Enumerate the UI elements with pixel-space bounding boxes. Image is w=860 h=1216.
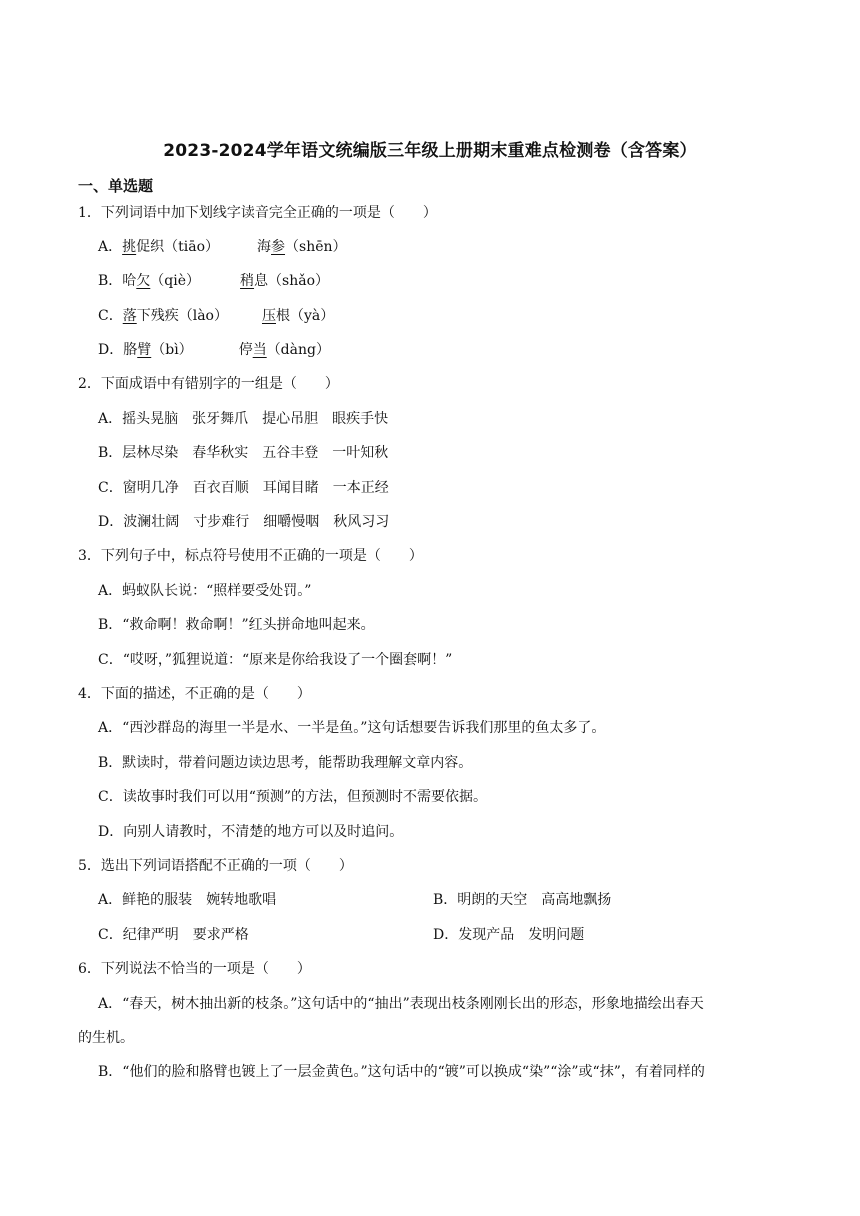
question-1-option-d: D．胳臂（bì） 停当（dàng） (98, 342, 330, 358)
question-1-option-a: A．挑促织（tiāo） 海参（shēn） (98, 239, 347, 255)
question-4-stem: 4．下面的描述，不正确的是（ ） (78, 686, 311, 702)
question-3-stem: 3．下列句子中，标点符号使用不正确的一项是（ ） (78, 548, 423, 564)
question-5-stem: 5．选出下列词语搭配不正确的一项（ ） (78, 858, 353, 874)
question-1-stem: 1．下列词语中加下划线字读音完全正确的一项是（ ） (78, 205, 437, 221)
question-1-option-c: C．落下残疾（lào） 压根（yà） (98, 308, 335, 324)
question-5-option-a: A．鲜艳的服装 婉转地歌唱 (98, 892, 277, 908)
question-6-option-a-line-1: A．“春天，树木抽出新的枝条。”这句话中的“抽出”表现出枝条刚刚长出的形态，形象地描绘出春天 (98, 996, 704, 1012)
question-6-stem: 6．下列说法不恰当的一项是（ ） (78, 961, 311, 977)
section-heading: 一、单选题 (78, 177, 154, 195)
page-title: 2023-2024学年语文统编版三年级上册期末重难点检测卷（含答案） (163, 141, 697, 161)
question-1-option-b: B．哈欠（qiè） 稍息（shǎo） (98, 273, 330, 289)
question-4-option-b: B．默读时，带着问题边读边思考，能帮助我理解文章内容。 (98, 755, 473, 771)
question-2-stem: 2．下面成语中有错别字的一组是（ ） (78, 376, 339, 392)
question-5-option-d: D．发现产品 发明问题 (433, 927, 585, 943)
question-6-option-b-line-1: B．“他们的脸和胳臂也镀上了一层金黄色。”这句话中的“镀”可以换成“染”“涂”或“抹”，有着同样的 (98, 1064, 705, 1080)
question-2-option-d: D．波澜壮阔 寸步难行 细嚼慢咽 秋风习习 (98, 514, 390, 530)
question-6-option-a-line-2: 的生机。 (78, 1030, 134, 1046)
question-3-option-c: C．“哎呀，”狐狸说道：“原来是你给我设了一个圈套啊！” (98, 652, 453, 668)
question-5-option-b: B．明朗的天空 高高地飘扬 (433, 892, 612, 908)
question-3-option-a: A．蚂蚁队长说：“照样要受处罚。” (98, 583, 312, 599)
question-4-option-a: A．“西沙群岛的海里一半是水、一半是鱼。”这句话想要告诉我们那里的鱼太多了。 (98, 720, 606, 736)
question-2-option-a: A．摇头晃脑 张牙舞爪 提心吊胆 眼疾手快 (98, 411, 389, 427)
question-4-option-c: C．读故事时我们可以用“预测”的方法，但预测时不需要依据。 (98, 789, 488, 805)
question-5-option-c: C．纪律严明 要求严格 (98, 927, 249, 943)
question-4-option-d: D．向别人请教时，不清楚的地方可以及时追问。 (98, 824, 404, 840)
question-3-option-b: B．“救命啊！救命啊！”红头拼命地叫起来。 (98, 617, 375, 633)
question-2-option-c: C．窗明几净 百衣百顺 耳闻目睹 一本正经 (98, 480, 389, 496)
question-2-option-b: B．层林尽染 春华秋实 五谷丰登 一叶知秋 (98, 445, 389, 461)
